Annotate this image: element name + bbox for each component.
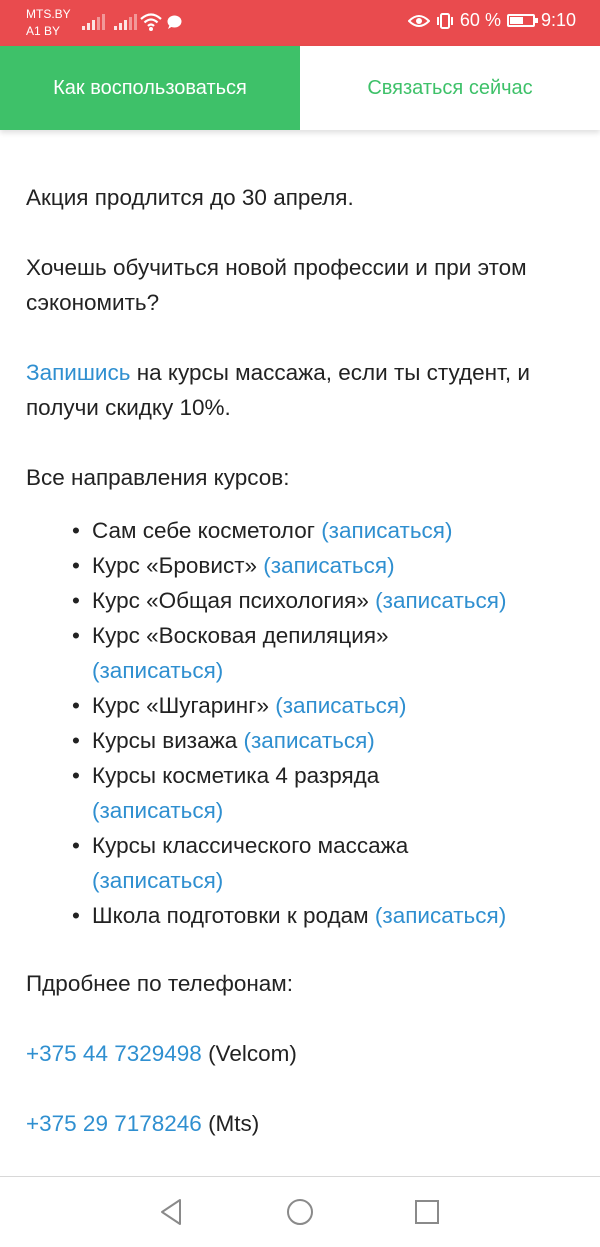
course-item	[92, 828, 586, 898]
course-signup-link[interactable]: (записаться)	[92, 658, 224, 683]
phone-link[interactable]: +375 44 7329498	[26, 1041, 202, 1066]
tab-contact-now[interactable]: Связаться сейчас	[300, 46, 600, 130]
question-text: Хочешь обучиться новой профессии и при этом сэкономить?	[26, 255, 527, 315]
course-signup-link[interactable]: (записаться)	[374, 903, 507, 928]
status-bar	[0, 0, 600, 46]
eye-icon	[408, 13, 430, 29]
course-name: Курсы классического массажа	[92, 833, 409, 858]
course-item	[92, 898, 586, 933]
course-item	[92, 583, 586, 618]
clock: 9:10	[540, 10, 576, 30]
phone-link[interactable]: +375 29 7178246	[26, 1111, 202, 1136]
course-signup-link[interactable]: (записаться)	[92, 798, 224, 823]
course-signup-link[interactable]: (записаться)	[321, 518, 453, 543]
course-name: Курс «Бровист»	[92, 553, 258, 578]
course-name: Курсы визажа	[92, 728, 238, 753]
signal-1-icon	[82, 14, 105, 30]
vibrate-icon	[436, 12, 454, 30]
course-item	[92, 723, 586, 758]
signup-text: на курсы массажа, если ты студент, и получи скидку 10%.	[26, 360, 530, 420]
course-name: Курс «Шугаринг»	[92, 693, 269, 718]
carrier-labels	[26, 6, 71, 40]
promo-end-text: Акция продлится до 30 апреля.	[26, 185, 354, 210]
phone-line	[26, 1036, 586, 1071]
course-item	[92, 513, 586, 548]
battery-icon	[507, 14, 535, 27]
course-name: Школа подготовки к родам	[92, 903, 369, 928]
phone-operator: (Velcom)	[201, 1041, 297, 1066]
recents-icon[interactable]	[412, 1197, 442, 1227]
course-item	[92, 758, 586, 828]
battery-fill	[510, 17, 523, 24]
phone-line	[26, 1106, 586, 1141]
back-icon[interactable]	[156, 1197, 186, 1227]
chat-notification-icon	[166, 15, 182, 30]
phone-operator: (Mts)	[201, 1111, 260, 1136]
carrier-2: A1 BY	[26, 24, 61, 38]
course-signup-link[interactable]: (записаться)	[92, 868, 224, 893]
battery-percent: 60 %	[459, 10, 501, 30]
course-signup-link[interactable]: (записаться)	[263, 553, 395, 578]
course-name: Курс «Общая психология»	[92, 588, 369, 613]
tab-how-to-use[interactable]: Как воспользоваться	[0, 46, 300, 130]
carrier-1: MTS.BY	[26, 7, 71, 21]
content	[26, 180, 586, 1141]
course-name: Курс «Восковая депиляция»	[92, 623, 389, 648]
wifi-icon	[140, 12, 162, 32]
course-signup-link[interactable]: (записаться)	[375, 588, 507, 613]
tab-bar	[0, 46, 600, 130]
home-icon[interactable]	[285, 1197, 315, 1227]
course-item	[92, 618, 586, 688]
phones-title: Пдробнее по телефонам:	[26, 971, 294, 996]
course-name: Сам себе косметолог	[92, 518, 315, 543]
courses-list	[26, 513, 586, 933]
course-item	[92, 688, 586, 723]
course-signup-link[interactable]: (записаться)	[243, 728, 375, 753]
signup-link[interactable]: Запишись	[26, 360, 131, 385]
signal-2-icon	[114, 14, 137, 30]
directions-title: Все направления курсов:	[26, 465, 290, 490]
course-name: Курсы косметика 4 разряда	[92, 763, 380, 788]
course-signup-link[interactable]: (записаться)	[275, 693, 407, 718]
navigation-bar	[0, 1176, 600, 1247]
signup-paragraph	[26, 355, 586, 425]
course-item	[92, 548, 586, 583]
status-right	[408, 10, 576, 31]
